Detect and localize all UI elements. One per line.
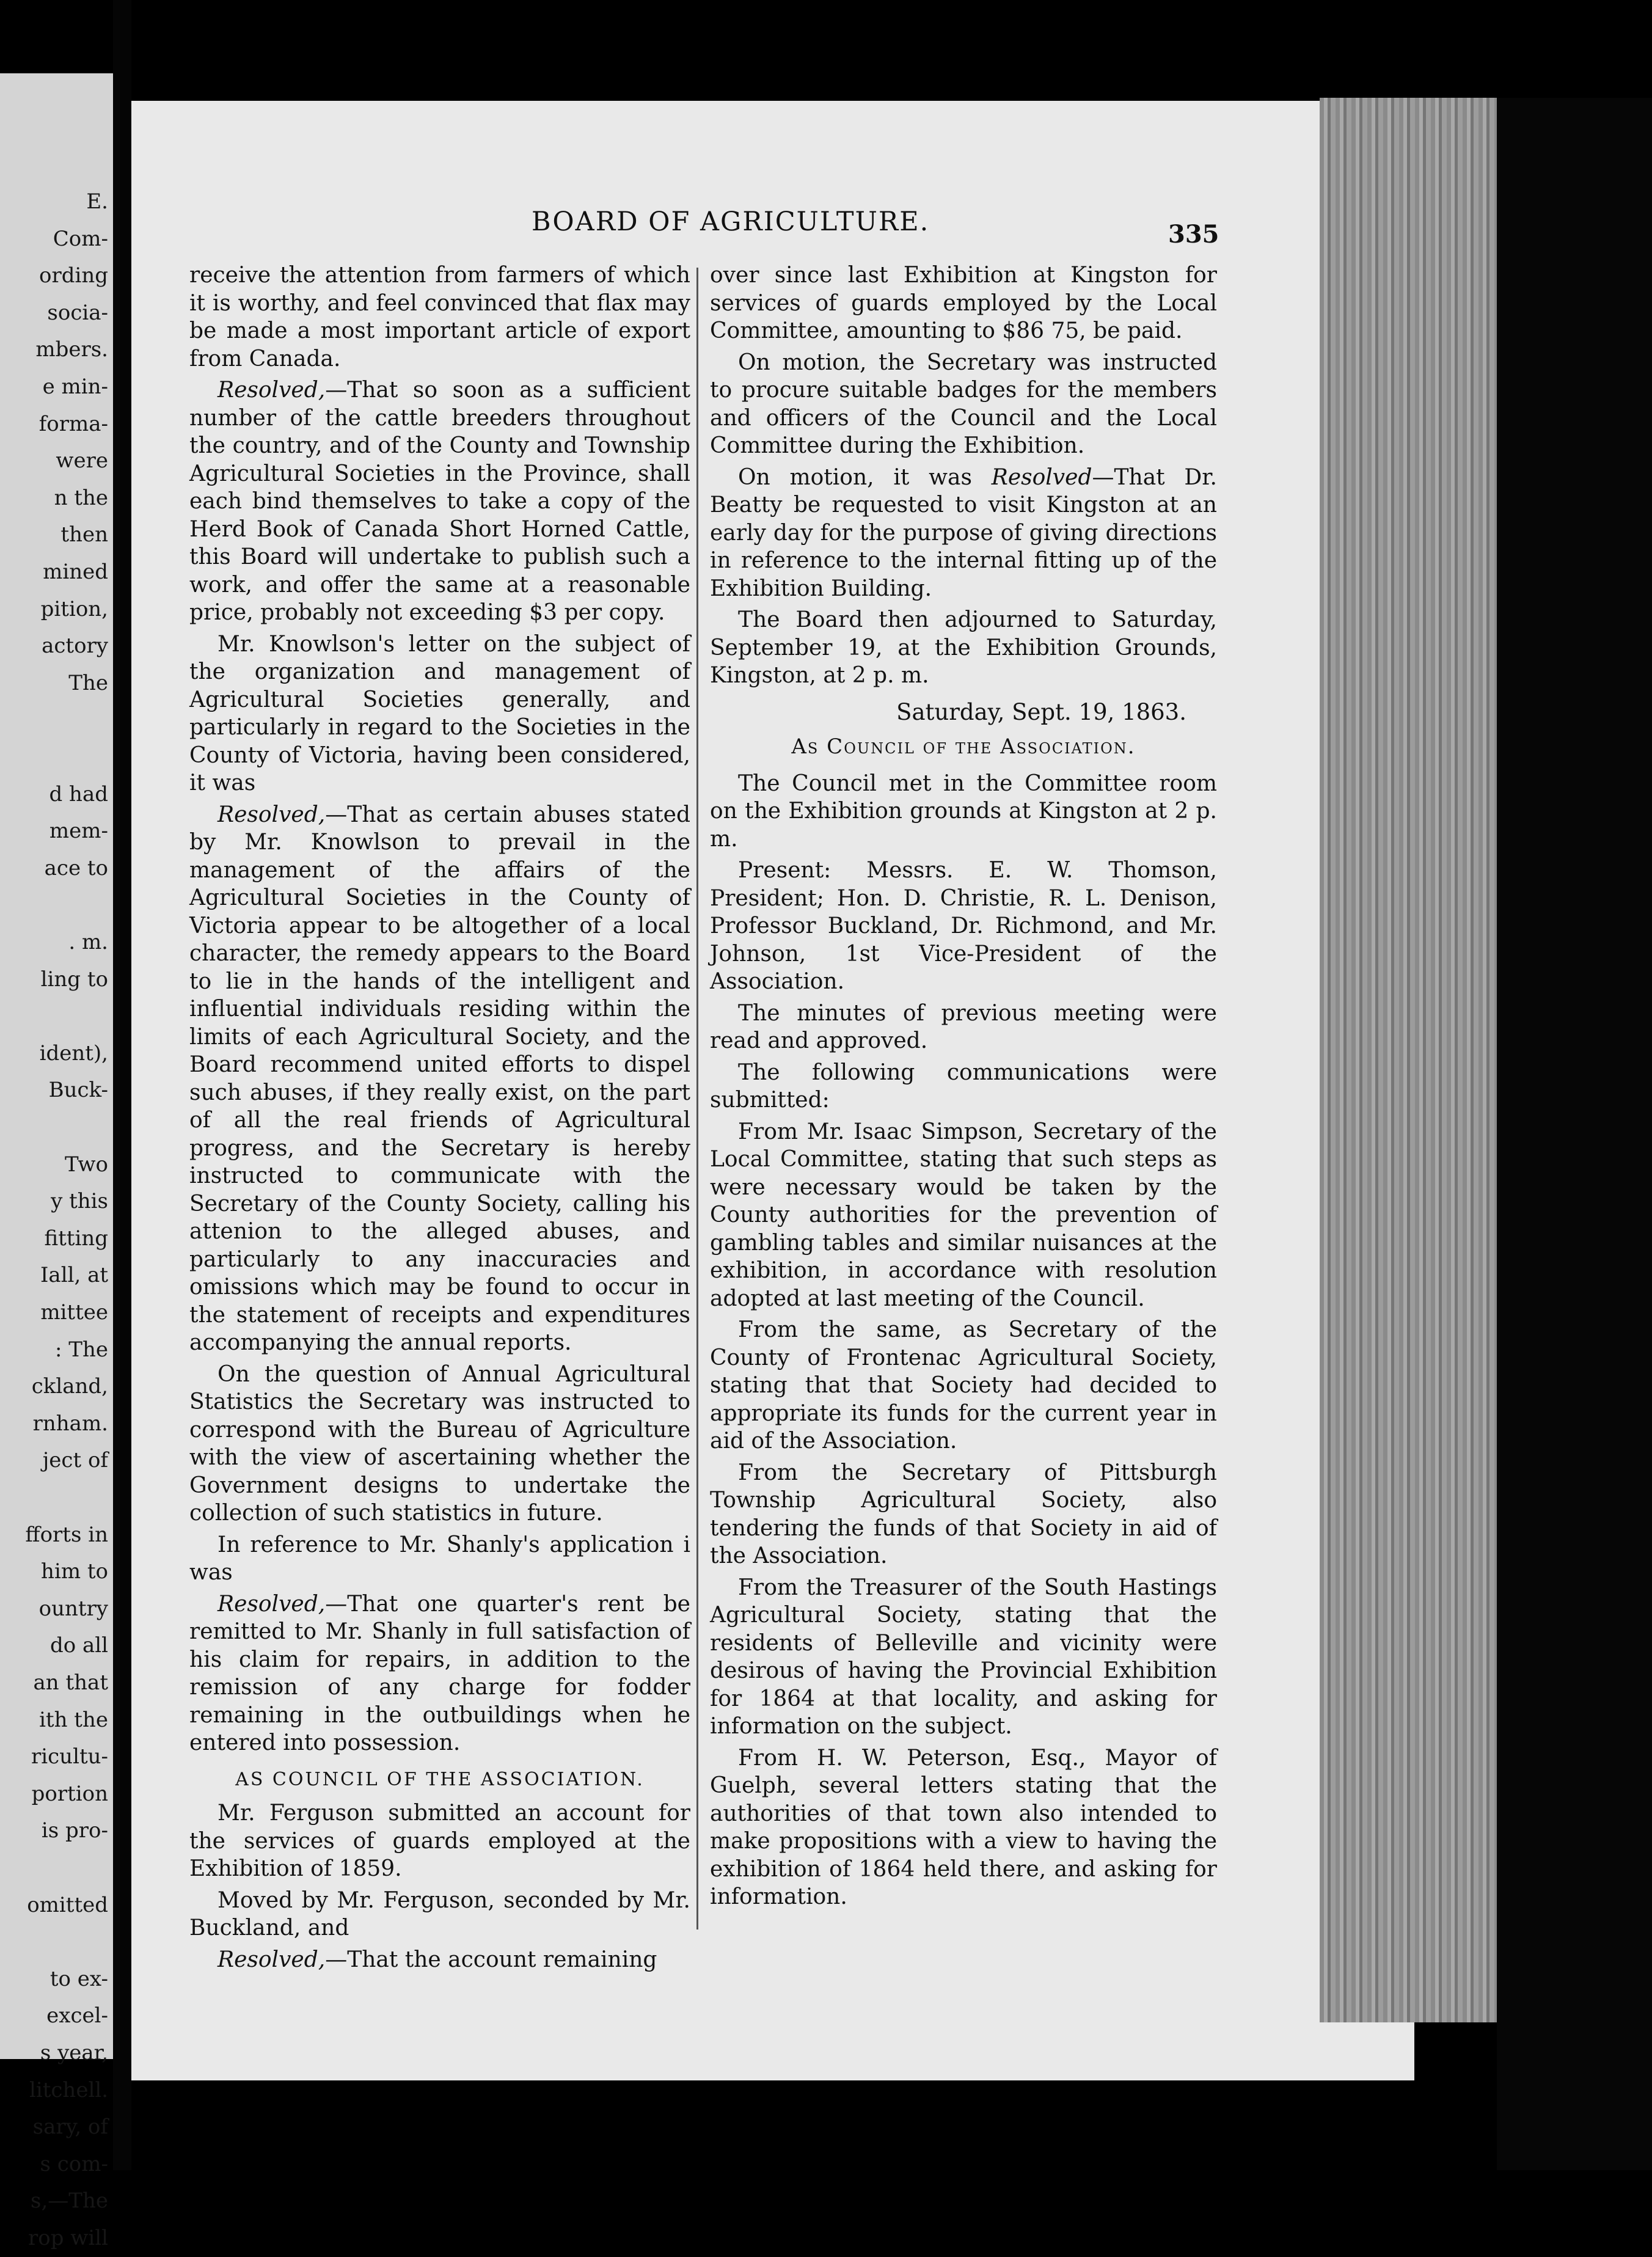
body-paragraph: The Board then adjourned to Saturday, September 19, at the Exhibition Grounds, Kingston, at 2 p. m. bbox=[710, 607, 1217, 688]
facing-page-line: The bbox=[68, 670, 108, 695]
resolved-label: Resolved, bbox=[217, 1947, 326, 1972]
facing-page-line: mined bbox=[43, 560, 108, 584]
page-number: 335 bbox=[1168, 220, 1219, 249]
facing-page-line: d had bbox=[49, 781, 108, 807]
facing-page-line: s year, bbox=[40, 2041, 108, 2065]
resolved-label: Resolved, bbox=[217, 802, 326, 827]
page-edges bbox=[1320, 98, 1497, 2022]
body-paragraph: From the same, as Secretary of the County of Frontenac Agricultural Society, stating that that Society had decided to appropriate its funds for the current year in aid of the Association. bbox=[710, 1317, 1217, 1454]
facing-page-line: . m. bbox=[68, 930, 108, 954]
facing-page-line: then bbox=[60, 522, 108, 547]
resolution-text: —That Dr. Beatty be requested to visit Kingston at an early day for the purpose of giving directions in reference to the internal fitting up of the Exhibition Building. bbox=[710, 464, 1217, 601]
body-paragraph: over since last Exhibition at Kingston for services of guards employed by the Local Committee, amounting to $86 75, be paid. bbox=[710, 263, 1217, 343]
facing-page-line: mittee bbox=[40, 1300, 108, 1325]
facing-page-line: ling to bbox=[40, 967, 108, 992]
body-paragraph: In reference to Mr. Shanly's application i was bbox=[189, 1532, 690, 1585]
body-paragraph: receive the attention from farmers of which it is worthy, and feel convinced that flax may be made a most important article of export from Canada. bbox=[189, 263, 690, 371]
body-paragraph: From the Secretary of Pittsburgh Township Agricultural Society, also tendering the funds of that Society in aid of the Association. bbox=[710, 1460, 1217, 1568]
resolved-label: Resolved bbox=[991, 464, 1092, 490]
facing-page-line: were bbox=[56, 448, 108, 474]
body-paragraph: The minutes of previous meeting were read and approved. bbox=[710, 1000, 1217, 1053]
facing-page-line: rnham. bbox=[32, 1411, 108, 1436]
dark-border bbox=[1497, 98, 1652, 2170]
body-paragraph: The following communications were submitted: bbox=[710, 1059, 1217, 1113]
resolution-paragraph bbox=[189, 801, 690, 1357]
facing-page-line: an that bbox=[33, 1670, 108, 1695]
facing-page-line: forma- bbox=[38, 411, 108, 436]
facing-page-line: E. bbox=[86, 189, 108, 214]
facing-page-line: actory bbox=[42, 634, 108, 659]
facing-page-line: ace to bbox=[44, 855, 108, 880]
facing-page-line: rop will bbox=[27, 2226, 108, 2250]
facing-page-line: ident), bbox=[39, 1041, 108, 1066]
resolution-paragraph bbox=[710, 464, 1217, 603]
facing-page-line: s,—The bbox=[31, 2189, 108, 2214]
body-paragraph: Mr. Ferguson submitted an account for the services of guards employed at the Exhibition of 1859. bbox=[189, 1801, 690, 1881]
facing-page-line: ith the bbox=[39, 1707, 108, 1732]
facing-page-line: excel- bbox=[46, 2003, 108, 2028]
body-paragraph: Moved by Mr. Ferguson, seconded by Mr. Buckland, and bbox=[189, 1887, 690, 1941]
facing-page-line: ountry bbox=[38, 1596, 108, 1621]
facing-page-line: s com- bbox=[40, 2151, 108, 2176]
facing-page-line: : The bbox=[55, 1337, 108, 1362]
facing-page-line: socia- bbox=[47, 300, 108, 325]
resolved-label: Resolved, bbox=[217, 1591, 326, 1617]
running-head: BOARD OF AGRICULTURE. bbox=[532, 207, 930, 237]
facing-page-line: fitting bbox=[44, 1226, 108, 1251]
facing-page-line: him to bbox=[41, 1559, 108, 1584]
body-paragraph: On motion, the Secretary was instructed to procure suitable badges for the members and officers of the Council and the Local Committee during the Exhibition. bbox=[710, 349, 1217, 458]
section-heading: As Council of the Association. bbox=[791, 734, 1136, 759]
facing-page-line: Buck- bbox=[48, 1078, 108, 1103]
facing-page-line: ricultu- bbox=[31, 1744, 108, 1769]
resolved-label: Resolved, bbox=[217, 378, 326, 403]
body-paragraph: From H. W. Peterson, Esq., Mayor of Guelph, several letters stating that the authorities of that town also intended to make propositions with a view to having the exhibition of 1864 held there, and asking for information. bbox=[710, 1745, 1217, 1909]
resolution-paragraph bbox=[189, 1590, 690, 1757]
left-column bbox=[189, 262, 690, 1977]
facing-page-line: is pro- bbox=[41, 1818, 108, 1843]
facing-page-line: to ex- bbox=[49, 1966, 108, 1991]
facing-page-line: do all bbox=[49, 1633, 108, 1658]
body-paragraph: The Council met in the Committee room on the Exhibition grounds at Kingston at 2 p. m. bbox=[710, 770, 1217, 852]
body-paragraph: From the Treasurer of the South Hastings Agricultural Society, stating that the residents of Belleville and vicinity were desirous of having the Provincial Exhibition for 1864 at that locality, and asking for information on the subject. bbox=[710, 1575, 1217, 1739]
facing-page-line: portion bbox=[31, 1781, 108, 1806]
facing-page-line: ject of bbox=[42, 1448, 108, 1473]
facing-page-line: ckland, bbox=[31, 1374, 108, 1399]
body-paragraph: From Mr. Isaac Simpson, Secretary of the Local Committee, stating that such steps as were necessary would be taken by the County authorities for the prevention of gambling tables and similar nuisances at the exhibition, in accordance with resolution adopted at last meeting of the Council. bbox=[710, 1119, 1217, 1311]
column-rule bbox=[696, 268, 698, 1930]
facing-page-line: Two bbox=[64, 1152, 108, 1177]
facing-page-line: sary, of bbox=[32, 2115, 108, 2140]
facing-page-line: litchell. bbox=[29, 2077, 108, 2102]
resolution-text: —That one quarter's rent be remitted to Mr. Shanly in full satisfaction of his claim for repairs, in addition to the remission of any charge for fodder remaining in the outbuildings when he entered into possession. bbox=[189, 1591, 690, 1755]
body-paragraph: On the question of Annual Agricultural Statistics the Secretary was instructed to correspond with the Bureau of Agriculture with the view of ascertaining whether the Government designs to undertake the collection of such statistics in future. bbox=[189, 1361, 690, 1526]
facing-page-line: Com- bbox=[53, 226, 108, 251]
facing-page-line: e min- bbox=[42, 375, 108, 399]
facing-page-line: omitted bbox=[27, 1892, 108, 1917]
resolution-intro: On motion, it was bbox=[738, 464, 992, 490]
resolution-text: —That as certain abuses stated by Mr. Knowlson to prevail in the management of the affairs of the Agricultural Societies in the County of Victoria appear to be altogether of a local character, the remedy appears to the Board to lie in the hands of the intelligent and influential individuals residing within the limits of each Agricultural Society, and the Board recommend united efforts to dispel such abuses, if they really exist, on the part of all the real friends of Agricultural progress, and the Secretary is hereby instructed to communicate with the Secretary of the County Society, calling his attenion to the alleged abuses, and particularly to any inaccuracies and omissions which may be found to occur in the statement of receipts and expenditures accompanying the annual reports. bbox=[189, 802, 690, 1355]
facing-page-line: fforts in bbox=[25, 1522, 108, 1547]
facing-page-line: pition, bbox=[40, 596, 108, 621]
facing-page-line: n the bbox=[54, 485, 108, 510]
section-heading: AS COUNCIL OF THE ASSOCIATION. bbox=[235, 1768, 645, 1790]
facing-page-line: ording bbox=[38, 263, 108, 288]
date-heading: Saturday, Sept. 19, 1863. bbox=[896, 698, 1186, 725]
resolution-text: —That so soon as a sufficient number of the cattle breeders throughout the country, and of the County and Township Agricultural Societies in the Province, shall each bind themselves to take a copy of the Herd Book of Canada Short Horned Cattle, this Board will undertake to publish such a work, and offer the same at a reasonable price, probably not exceeding $3 per copy. bbox=[189, 378, 690, 625]
resolution-paragraph bbox=[189, 1946, 690, 1974]
resolution-text: —That the account remaining bbox=[325, 1947, 657, 1972]
facing-page-line: y this bbox=[51, 1189, 108, 1214]
facing-page-line: Iall, at bbox=[40, 1263, 108, 1288]
facing-page-fragment bbox=[0, 73, 113, 2250]
resolution-paragraph bbox=[189, 376, 690, 627]
right-column bbox=[710, 262, 1217, 1915]
facing-page-line: mbers. bbox=[35, 337, 108, 362]
binding-gutter bbox=[113, 0, 131, 2170]
facing-page-line: mem- bbox=[49, 819, 108, 844]
body-paragraph: Present: Messrs. E. W. Thomson, President; Hon. D. Christie, R. L. Denison, Professor Buckland, Dr. Richmond, and Mr. Johnson, 1st Vice-President of the Association. bbox=[710, 858, 1217, 994]
body-paragraph: Mr. Knowlson's letter on the subject of the organization and management of Agricultural Societies generally, and particularly in regard to the Societies in the County of Victoria, having been considered, it was bbox=[189, 631, 690, 796]
